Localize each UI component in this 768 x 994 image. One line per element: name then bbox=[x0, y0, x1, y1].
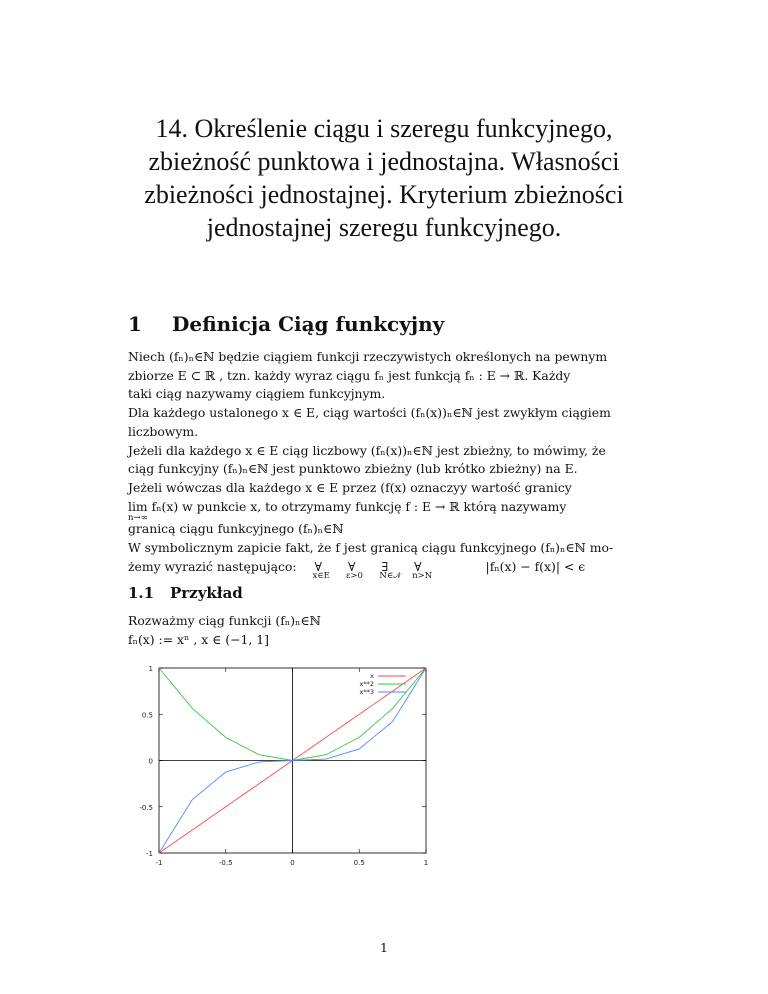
title-line: jednostajnej szeregu funkcyjnego. bbox=[206, 213, 562, 242]
formula-prefix: żemy wyrazić następująco: bbox=[128, 558, 297, 574]
legend-label: x**2 bbox=[359, 680, 374, 688]
body-line: ciąg funkcyjny (fₙ)ₙ∈ℕ jest punktowo zbieżny (lub krótko zbieżny) na E. bbox=[128, 461, 578, 477]
x-tick-label: 1 bbox=[423, 859, 429, 867]
y-tick-label: 0 bbox=[148, 757, 153, 766]
title-line: zbieżność punktowa i jednostajna. Własności bbox=[148, 147, 620, 176]
body-line: liczbowym. bbox=[128, 423, 199, 439]
document-title bbox=[0, 112, 768, 244]
example-line: fₙ(x) := xⁿ , x ∈ (−1, 1] bbox=[128, 631, 269, 647]
body-line: Jeżeli wówczas dla każdego x ∈ E przez (f(x) oznaczyy wartość granicy bbox=[128, 479, 572, 495]
body-line-text: lim fₙ(x) w punkcie x, to otrzymamy funkcję f : E → ℝ którą nazywamy bbox=[128, 498, 567, 514]
y-tick-label: -0.5 bbox=[139, 803, 153, 812]
section-body bbox=[128, 348, 642, 581]
body-line: Jeżeli dla każdego x ∈ E ciąg liczbowy (fₙ(x))ₙ∈ℕ jest zbieżny, to mówimy, że bbox=[128, 442, 606, 458]
subsection-title: Przykład bbox=[170, 584, 243, 602]
legend-label: x bbox=[370, 672, 374, 680]
y-tick-label: 1 bbox=[148, 665, 153, 673]
section-title: Definicja Ciąg funkcyjny bbox=[172, 312, 445, 336]
quantifier: ∀ x∈E bbox=[312, 558, 330, 581]
formula-line bbox=[128, 558, 642, 581]
body-line bbox=[128, 498, 642, 523]
example-line: Rozważmy ciąg funkcji (fₙ)ₙ∈ℕ bbox=[128, 613, 321, 628]
title-line: zbieżności jednostajnej. Kryterium zbieżności bbox=[144, 180, 624, 209]
example-text bbox=[128, 612, 321, 649]
body-line: taki ciąg nazywamy ciągiem funkcyjnym. bbox=[128, 386, 386, 402]
body-line: Dla każdego ustalonego x ∈ E, ciąg wartości (fₙ(x))ₙ∈ℕ jest zwykłym ciągiem bbox=[128, 405, 611, 421]
limit-subscript: n→∞ bbox=[128, 512, 148, 523]
y-tick-label: 0.5 bbox=[141, 711, 153, 720]
formula-body: |fₙ(x) − f(x)| < ϵ bbox=[485, 558, 586, 574]
subsection-heading bbox=[128, 584, 243, 602]
quantifier: ∃ N∈𝒩 bbox=[379, 558, 402, 581]
quantifier: ∀ n>N bbox=[412, 558, 433, 581]
title-line: 14. Określenie ciągu i szeregu funkcyjnego, bbox=[155, 114, 613, 143]
x-tick-label: 0.5 bbox=[353, 859, 365, 867]
body-line: zbiorze E ⊂ ℝ , tzn. każdy wyraz ciągu fₙ jest funkcją fₙ : E → ℝ. Każdy bbox=[128, 367, 571, 383]
legend-label: x**3 bbox=[359, 688, 374, 696]
quantifier: ∀ ε>0 bbox=[345, 558, 363, 581]
subsection-number: 1.1 bbox=[128, 584, 155, 602]
x-tick-label: 0 bbox=[290, 859, 295, 867]
y-tick-label: -1 bbox=[146, 850, 153, 858]
x-tick-label: -1 bbox=[155, 859, 163, 867]
function-plot bbox=[126, 660, 436, 882]
body-line: Niech (fₙ)ₙ∈ℕ będzie ciągiem funkcji rzeczywistych określonych na pewnym bbox=[128, 349, 608, 364]
section-number: 1 bbox=[128, 312, 142, 336]
page-number: 1 bbox=[380, 940, 388, 955]
x-tick-label: -0.5 bbox=[218, 859, 233, 867]
section-heading bbox=[128, 312, 444, 336]
body-line: granicą ciągu funkcyjnego (fₙ)ₙ∈ℕ bbox=[128, 521, 344, 537]
body-line: W symbolicznym zapicie fakt, że f jest granicą ciągu funkcyjnego (fₙ)ₙ∈ℕ mo- bbox=[128, 540, 614, 556]
